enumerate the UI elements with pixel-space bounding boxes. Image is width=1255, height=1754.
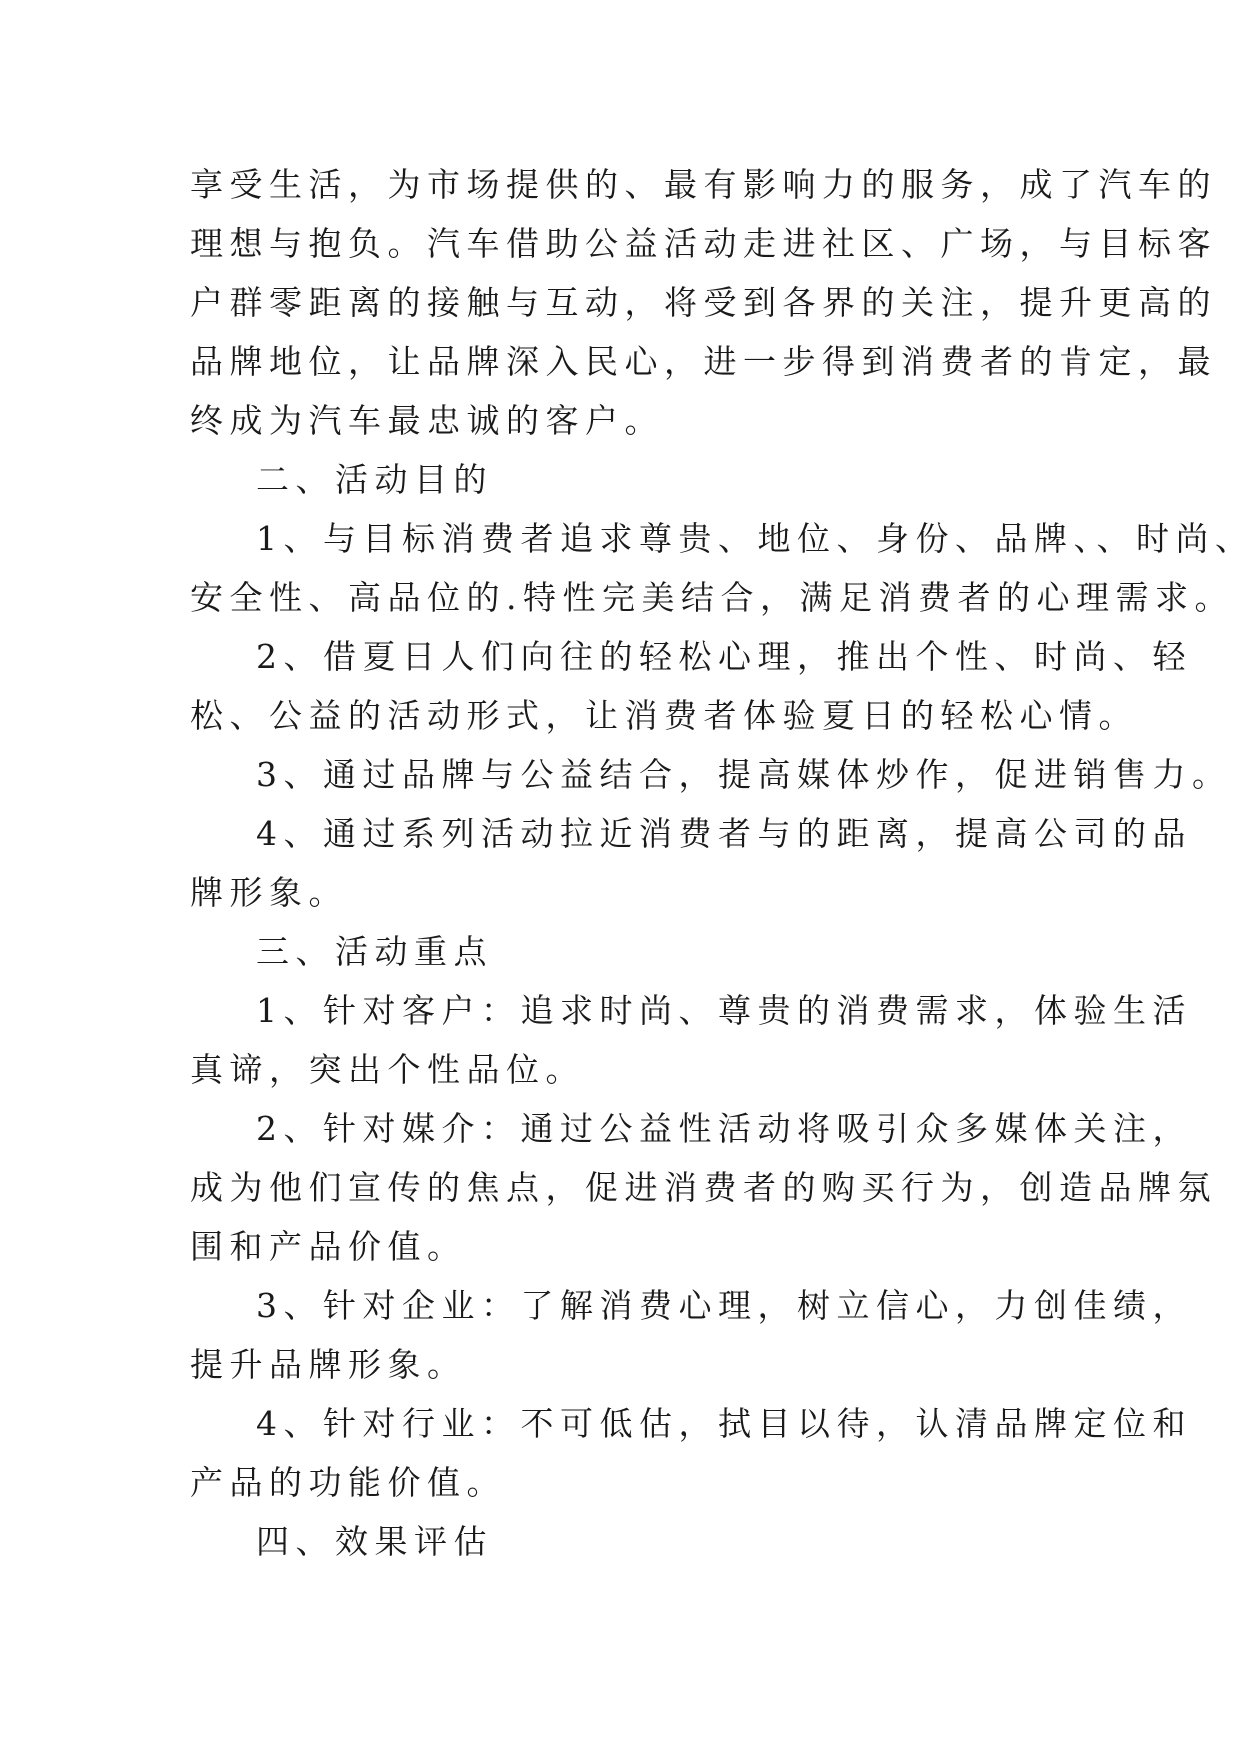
paragraph-line: 户群零距离的接触与互动，将受到各界的关注，提升更高的 — [190, 283, 1217, 322]
paragraph-line: 产品的功能价值。 — [190, 1463, 506, 1502]
paragraph-line: 牌形象。 — [190, 873, 348, 912]
paragraph-line: 品牌地位，让品牌深入民心，进一步得到消费者的肯定，最 — [190, 342, 1217, 381]
section-heading-objectives: 二、活动目的 — [256, 460, 493, 499]
list-item: 3、通过品牌与公益结合，提高媒体炒作，促进销售力。 — [256, 755, 1232, 794]
paragraph-line: 成为他们宣传的焦点，促进消费者的购买行为，创造品牌氛 — [190, 1168, 1217, 1207]
section-heading-focus: 三、活动重点 — [256, 932, 493, 971]
list-item: 4、通过系列活动拉近消费者与的距离，提高公司的品 — [256, 814, 1192, 853]
paragraph-line: 真谛，突出个性品位。 — [190, 1050, 585, 1089]
paragraph-line: 松、公益的活动形式，让消费者体验夏日的轻松心情。 — [190, 696, 1138, 735]
list-item: 3、针对企业：了解消费心理，树立信心，力创佳绩， — [256, 1286, 1192, 1325]
list-item: 2、借夏日人们向往的轻松心理，推出个性、时尚、轻 — [256, 637, 1192, 676]
list-item: 2、针对媒介：通过公益性活动将吸引众多媒体关注， — [256, 1109, 1192, 1148]
list-item: 1、与目标消费者追求尊贵、地位、身份、品牌、、时尚、 — [256, 519, 1255, 558]
paragraph-line: 围和产品价值。 — [190, 1227, 467, 1266]
paragraph-line: 享受生活，为市场提供的、最有影响力的服务，成了汽车的 — [190, 165, 1217, 204]
list-item: 4、针对行业：不可低估，拭目以待，认清品牌定位和 — [256, 1404, 1192, 1443]
paragraph-line: 安全性、高品位的.特性完美结合，满足消费者的心理需求。 — [190, 578, 1234, 617]
paragraph-line: 提升品牌形象。 — [190, 1345, 467, 1384]
section-heading-evaluation: 四、效果评估 — [256, 1522, 493, 1561]
list-item: 1、针对客户：追求时尚、尊贵的消费需求，体验生活 — [256, 991, 1192, 1030]
paragraph-line: 终成为汽车最忠诚的客户。 — [190, 401, 664, 440]
paragraph-line: 理想与抱负。汽车借助公益活动走进社区、广场，与目标客 — [190, 224, 1217, 263]
